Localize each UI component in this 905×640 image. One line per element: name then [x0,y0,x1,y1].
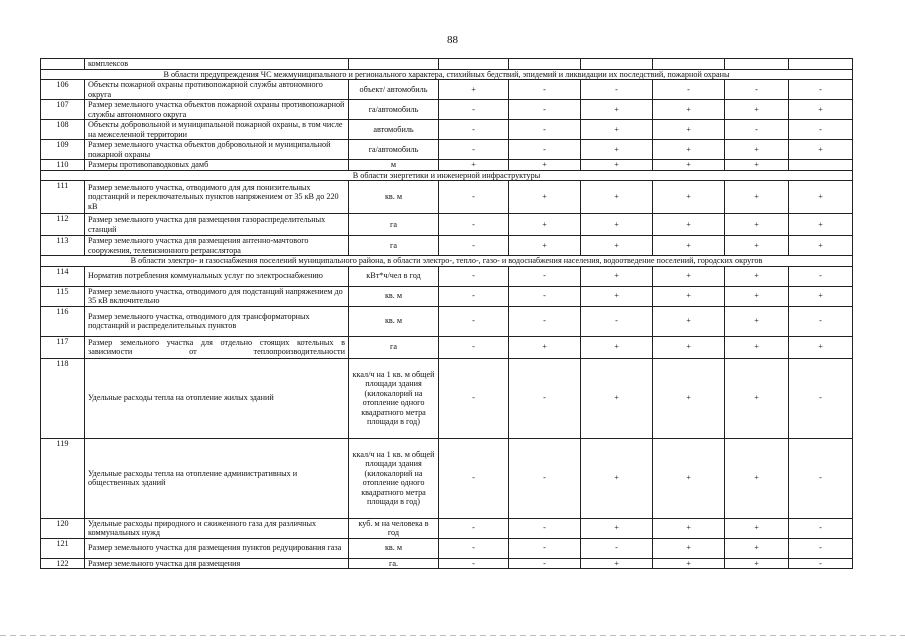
row-value: - [789,358,853,438]
row-value: + [725,100,789,120]
row-name: Размер земельного участка, отводимого для для понизительных подстанций и переключательных пунктов напряжением от 35 кВ до 220 кВ [85,181,349,214]
row-value: + [725,538,789,558]
row-value: + [653,140,725,160]
row-number: 106 [41,80,85,100]
table-row [41,538,853,558]
row-value: + [439,160,509,171]
row-unit: га/автомобиль [349,100,439,120]
row-unit: га. [349,558,439,569]
row-name: Удельные расходы тепла на отопление административных и общественных зданий [85,438,349,518]
row-value: + [581,336,653,358]
row-value: - [439,286,509,306]
row-value: + [789,100,853,120]
row-value: + [439,80,509,100]
row-unit: куб. м на человека в год [349,518,439,538]
row-value: - [725,120,789,140]
row-name: Размеры противопаводковых дамб [85,160,349,171]
row-value: + [653,120,725,140]
row-value: - [581,538,653,558]
row-value: + [581,100,653,120]
row-value: + [581,120,653,140]
table-row [41,140,853,160]
row-value: - [439,236,509,256]
row-value: + [653,286,725,306]
row-value: + [725,336,789,358]
row-name: Удельные расходы природного и сжиженного газа для различных коммунальных нужд [85,518,349,538]
row-name: Объекты пожарной охраны противопожарной службы автономного округа [85,80,349,100]
row-value: + [725,558,789,569]
row-value: + [581,181,653,214]
row-value: - [789,538,853,558]
row-value: - [581,80,653,100]
row-unit: кв. м [349,181,439,214]
table-row [41,336,853,358]
section-heading: В области предупреждения ЧС межмуниципального и регионального характера, стихийных бедствий, эпидемий и ликвидации их последствий, пожарной охраны [41,69,853,80]
row-number: 120 [41,518,85,538]
row-number: 111 [41,181,85,214]
row-value: - [509,358,581,438]
row-value: + [653,266,725,286]
row-value: + [653,181,725,214]
scan-edge [0,635,905,636]
row-unit: кв. м [349,306,439,336]
row-value: - [509,306,581,336]
row-number: 112 [41,214,85,236]
row-value: - [509,266,581,286]
row-number: 121 [41,538,85,558]
row-name: Норматив потребления коммунальных услуг по электроснабжению [85,266,349,286]
row-unit: кв. м [349,286,439,306]
row-number: 122 [41,558,85,569]
row-value: - [439,336,509,358]
row-value: - [439,120,509,140]
row-number: 110 [41,160,85,171]
row-value: - [509,438,581,518]
row-value: - [509,120,581,140]
row-name: Объекты добровольной и муниципальной пожарной охраны, в том числе на межселенной территории [85,120,349,140]
row-value: - [509,80,581,100]
row-name: Размер земельного участка для отдельно стоящих котельных в зависимости от теплопроизводительности [85,336,349,358]
row-name: Размер земельного участка, отводимого для трансформаторных подстанций и распределительных пунктов [85,306,349,336]
row-value: + [653,214,725,236]
row-value: + [653,100,725,120]
row-value: + [725,438,789,518]
row-value: - [789,558,853,569]
row-number: 115 [41,286,85,306]
row-name: Размер земельного участка для размещения [85,558,349,569]
row-name: Размер земельного участка для размещения газораспределительных станций [85,214,349,236]
section-row [41,69,853,80]
row-value: - [439,140,509,160]
row-unit: ккал/ч на 1 кв. м общей площади здания (килокалорий на отопление одного квадратного метра площади в год) [349,358,439,438]
row-value: + [581,286,653,306]
row-value: + [581,438,653,518]
row-value: - [789,438,853,518]
row-value: + [725,160,789,171]
row-number: 108 [41,120,85,140]
row-value: - [509,538,581,558]
row-value: + [653,538,725,558]
row-name: комплексов [85,59,349,70]
row-value: - [509,518,581,538]
row-value: - [439,358,509,438]
table-row [41,286,853,306]
table-row [41,558,853,569]
row-value: - [581,306,653,336]
row-value: - [439,214,509,236]
section-heading: В области энергетики и инженерной инфраструктуры [41,170,853,181]
row-value: + [789,140,853,160]
table-row [41,214,853,236]
row-value: + [509,160,581,171]
row-value: + [725,306,789,336]
row-value: - [789,80,853,100]
row-value: + [725,214,789,236]
row-name: Размер земельного участка, отводимого для подстанций напряжением до 35 кВ включительно [85,286,349,306]
row-number: 109 [41,140,85,160]
row-name: Размер земельного участка для размещения антенно-мачтового сооружения, телевизионного ретранслятора [85,236,349,256]
row-number: 114 [41,266,85,286]
row-unit: кВт*ч/чел в год [349,266,439,286]
row-value: - [789,518,853,538]
row-value: + [653,438,725,518]
row-value: - [509,286,581,306]
row-value [789,160,853,171]
row-value: - [789,120,853,140]
row-value: + [725,358,789,438]
row-unit: га [349,236,439,256]
row-value: - [509,558,581,569]
section-row [41,256,853,267]
row-value: - [509,100,581,120]
norms-table [40,58,853,569]
table-row [41,266,853,286]
row-value: + [581,558,653,569]
row-unit: кв. м [349,538,439,558]
row-value: + [789,336,853,358]
row-value: + [653,558,725,569]
row-value: + [653,358,725,438]
row-value: + [653,306,725,336]
row-value: - [509,140,581,160]
row-value: + [509,336,581,358]
table-row [41,120,853,140]
row-name: Размер земельного участка объектов добровольной и муниципальной пожарной охраны [85,140,349,160]
table-row [41,80,853,100]
table-row [41,518,853,538]
row-value: + [725,518,789,538]
row-value: - [439,306,509,336]
row-number: 119 [41,438,85,518]
table-row [41,358,853,438]
row-value: - [789,306,853,336]
row-unit: ккал/ч на 1 кв. м общей площади здания (килокалорий на отопление одного квадратного метра площади в год) [349,438,439,518]
row-value: + [581,160,653,171]
row-value: - [439,518,509,538]
table-row [41,306,853,336]
row-value: + [725,266,789,286]
row-value: + [581,518,653,538]
row-value: - [653,80,725,100]
row-number: 117 [41,336,85,358]
row-name: Размер земельного участка для размещения пунктов редуцирования газа [85,538,349,558]
row-unit: объект/ автомобиль [349,80,439,100]
row-value: - [439,181,509,214]
row-value: + [789,214,853,236]
row-unit: га [349,336,439,358]
section-heading: В области электро- и газоснабжения поселений муниципального района, в области электро-, тепло-, газо- и водоснабжения населения, водоотведение поселений, городских округов [41,256,853,267]
row-value: + [509,181,581,214]
row-value: - [439,266,509,286]
row-number: 118 [41,358,85,438]
table-row [41,160,853,171]
row-value: + [509,236,581,256]
row-unit: автомобиль [349,120,439,140]
row-value: + [653,236,725,256]
row-value: + [581,266,653,286]
row-value: - [725,80,789,100]
row-value: + [581,236,653,256]
table-row [41,438,853,518]
row-number: 116 [41,306,85,336]
row-value: + [789,236,853,256]
row-value: + [789,286,853,306]
row-value: - [439,438,509,518]
row-value: - [439,538,509,558]
table-row [41,59,853,70]
row-value: - [439,558,509,569]
row-value: + [581,358,653,438]
page-number: 88 [447,34,458,46]
row-value: + [725,181,789,214]
row-unit: га/автомобиль [349,140,439,160]
row-unit: га [349,214,439,236]
row-value: + [725,286,789,306]
row-unit: м [349,160,439,171]
row-value: + [725,236,789,256]
row-name: Размер земельного участка объектов пожарной охраны противопожарной службы автономного округа [85,100,349,120]
row-name: Удельные расходы тепла на отопление жилых зданий [85,358,349,438]
row-value: + [653,336,725,358]
row-value: + [581,214,653,236]
table-row [41,100,853,120]
row-number: 107 [41,100,85,120]
row-value: + [789,181,853,214]
section-row [41,170,853,181]
table-row [41,181,853,214]
row-number: 113 [41,236,85,256]
table-row [41,236,853,256]
row-value: + [581,140,653,160]
row-value: + [725,140,789,160]
row-value: - [789,266,853,286]
row-value: + [653,518,725,538]
row-value: + [509,214,581,236]
row-value: + [653,160,725,171]
row-value: - [439,100,509,120]
